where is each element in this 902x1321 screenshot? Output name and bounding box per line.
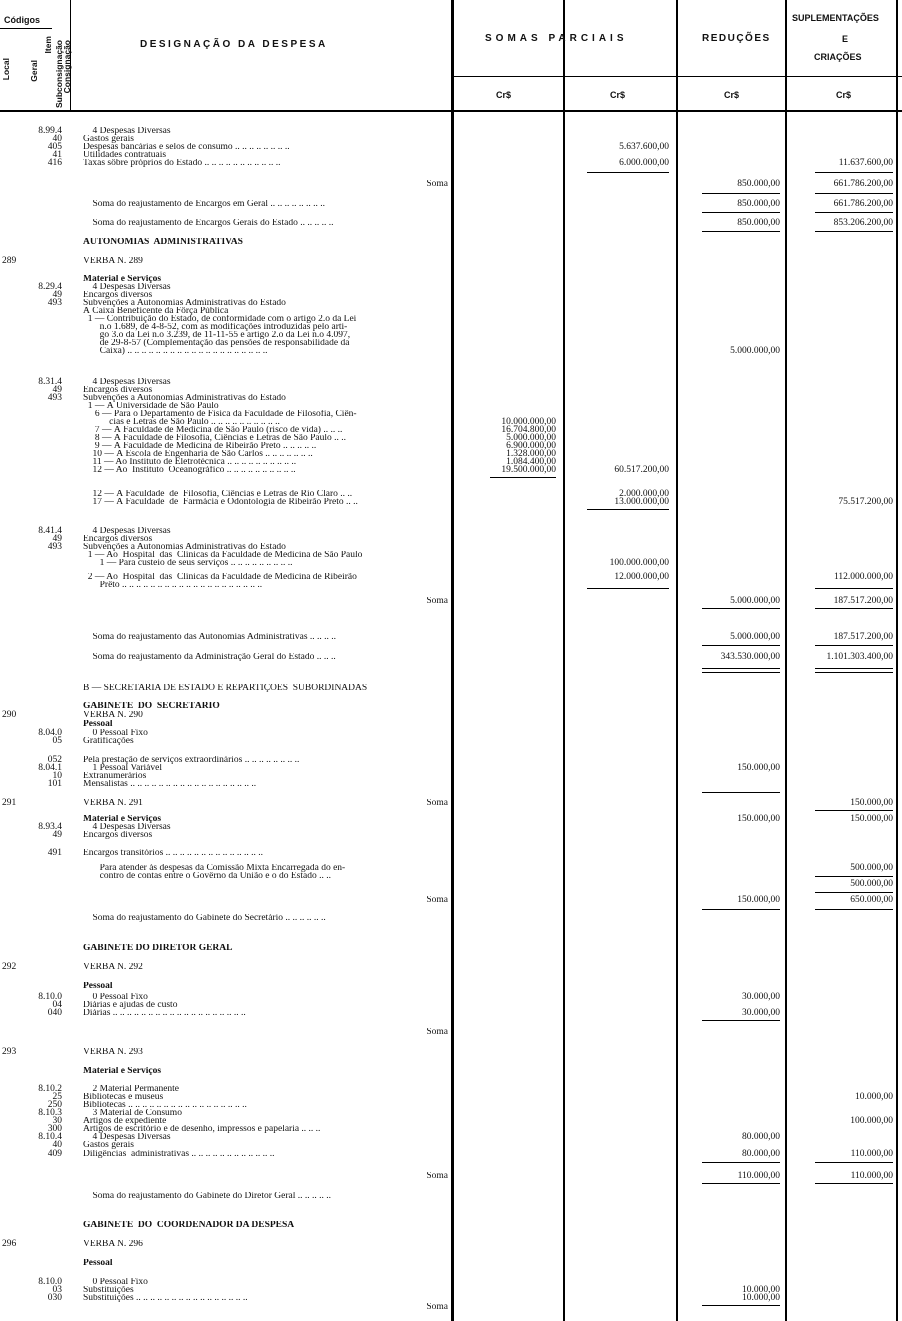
- row-description: 1 — Contribuição do Estado, de conformidade com o artigo 2.o da Lei: [83, 315, 357, 324]
- table-row: [0, 347, 902, 358]
- row-supplement: 500.000,00: [850, 863, 893, 873]
- header-subconsignacao: Subconsignação: [54, 40, 64, 109]
- row-partial-b: 2.000.000,00: [619, 489, 669, 499]
- row-description: Material e Serviços: [83, 1067, 162, 1076]
- sum-rule: [702, 1305, 780, 1306]
- sum-rule: [815, 231, 893, 232]
- sum-rule: [702, 1162, 780, 1163]
- row-code: 040: [47, 1008, 62, 1018]
- sum-rule: [702, 1020, 780, 1021]
- header-suplementacoes: SUPLEMENTAÇÕES: [792, 13, 879, 23]
- row-reduction: 30.000,00: [742, 1008, 780, 1018]
- total-rule: [815, 668, 893, 673]
- row-reduction: 343.530.000,00: [720, 652, 780, 662]
- table-row: [0, 849, 902, 860]
- table-row: [0, 180, 902, 191]
- sum-rule: [587, 509, 669, 510]
- row-description: 17 — À Faculdade de Farmácia e Odontologia de Ribeirão Preto .. ..: [83, 498, 358, 507]
- row-reduction: 850.000,00: [737, 179, 780, 189]
- row-reduction: 10.000,00: [742, 1285, 780, 1295]
- header-designacao: DESIGNAÇÃO DA DESPESA: [140, 39, 328, 50]
- row-description: 7 — À Faculdade de Medicina de São Paulo (risco de vida) .. .. ..: [83, 426, 343, 435]
- row-description: GABINETE DO SECRETÁRIO: [83, 702, 220, 711]
- sum-rule: [815, 1162, 893, 1163]
- row-description: VERBA N. 290: [83, 711, 143, 720]
- sum-rule: [815, 193, 893, 194]
- header-consignacao: Consignação: [62, 40, 72, 94]
- row-code: 8.31.4: [38, 377, 62, 387]
- row-description: Mensalistas .. .. .. .. .. .. .. .. .. .. .. .. .. .. .. .. .. ..: [83, 780, 257, 789]
- row-code: 8.99.4: [38, 126, 62, 136]
- row-description: 4 Despesas Diversas: [83, 1133, 171, 1142]
- row-description: 9 — À Faculdade de Medicina de Ribeirão Preto .. .. .. .. ..: [83, 442, 317, 451]
- header-rule-mid: [454, 76, 902, 77]
- row-partial-a: 6.900.000,00: [506, 441, 556, 451]
- row-description: Encargos diversos: [83, 831, 153, 840]
- row-code: 052: [47, 755, 62, 765]
- row-code: 8.10.0: [38, 992, 62, 1002]
- row-description: Subvenções a Autonomias Administrativas do Estado: [83, 299, 286, 308]
- row-description: VERBA N. 293: [83, 1048, 143, 1057]
- row-description: go 3.o da Lei n.o 3.239, de 11-11-55 e artigo 2.o da Lei n.o 4.097,: [83, 331, 351, 340]
- row-supplement: 187.517.200,00: [833, 596, 893, 606]
- row-partial-b: 13.000.000,00: [614, 497, 669, 507]
- row-verba-code: 293: [2, 1047, 17, 1057]
- row-code: 8.10.0: [38, 1277, 62, 1287]
- row-description: 4 Despesas Diversas: [83, 127, 171, 136]
- sum-rule: [490, 477, 556, 478]
- row-description: Encargos diversos: [83, 535, 153, 544]
- row-supplement: 112.000.000,00: [833, 572, 893, 582]
- row-partial-a: 19.500.000,00: [501, 465, 556, 475]
- table-row: [0, 1067, 902, 1078]
- row-description: 4 Despesas Diversas: [83, 378, 171, 387]
- row-reduction: 5.000.000,00: [730, 632, 780, 642]
- row-description: 12 — Ao Instituto Oceanográfico .. .. .. .. .. .. .. .. .. ..: [83, 466, 296, 475]
- row-description: VERBA N. 292: [83, 963, 143, 972]
- row-supplement: 1.101.303.400,00: [826, 652, 893, 662]
- row-description: VERBA N. 291: [83, 799, 143, 808]
- table-row: [0, 1048, 902, 1059]
- row-description: 8 — À Faculdade de Filosofia, Ciências e Letras de São Paulo .. ..: [83, 434, 347, 443]
- row-partial-b: 5.637.600,00: [619, 142, 669, 152]
- row-description: 2 — Ao Hospital das Clínicas da Faculdade de Medicina de Ribeirão: [83, 573, 357, 582]
- table-row: [0, 1009, 902, 1020]
- table-row: [0, 780, 902, 791]
- row-soma-label: Soma: [426, 799, 448, 808]
- table-row: [0, 559, 902, 570]
- row-reduction: 5.000.000,00: [730, 596, 780, 606]
- row-partial-a: 16.704.800,00: [501, 425, 556, 435]
- row-partial-b: 60.517.200,00: [614, 465, 669, 475]
- row-description: 1 — À Universidade de São Paulo: [83, 402, 219, 411]
- row-description: Prêto .. .. .. .. .. .. .. .. .. .. .. .. .. .. .. .. .. .. .. ..: [83, 581, 263, 590]
- row-code: 49: [52, 830, 62, 840]
- row-description: 0 Pessoal Fixo: [83, 993, 148, 1002]
- table-row: [0, 581, 902, 592]
- table-row: [0, 1192, 902, 1203]
- row-description: Pela prestação de serviços extraordinários .. .. .. .. .. .. .. ..: [83, 756, 300, 765]
- row-supplement: 187.517.200,00: [833, 632, 893, 642]
- row-description: Encargos diversos: [83, 291, 153, 300]
- table-row: [0, 633, 902, 644]
- sum-rule: [815, 212, 893, 213]
- table-row: [0, 1221, 902, 1232]
- row-description: Subvenções a Autonomias Administrativas do Estado: [83, 543, 286, 552]
- row-description: Soma: [426, 1172, 448, 1181]
- header-reducoes: REDUÇÕES: [702, 33, 771, 44]
- sum-rule: [815, 892, 893, 893]
- row-description: de 29-8-57 (Complementação das pensões de responsabilidade da: [83, 339, 350, 348]
- table-row: [0, 831, 902, 842]
- row-code: 03: [52, 1285, 62, 1295]
- row-description: Pessoal: [83, 1259, 113, 1268]
- table-row: [0, 257, 902, 268]
- row-description: Material e Serviços: [83, 815, 162, 824]
- sum-rule: [815, 876, 893, 877]
- table-row: [0, 1028, 902, 1039]
- row-description: Soma do reajustamento da Administração Geral do Estado .. .. ..: [83, 653, 336, 662]
- header-currency-2: Cr$: [610, 90, 626, 100]
- row-description: 4 Despesas Diversas: [83, 823, 171, 832]
- row-description: n.o 1.689, de 4-8-52, com as modificações introduzidas pelo arti-: [83, 323, 348, 332]
- row-description: 0 Pessoal Fixo: [83, 729, 148, 738]
- row-partial-a: 5.000.000,00: [506, 433, 556, 443]
- row-supplement: 11.637.600,00: [838, 158, 893, 168]
- row-description: Soma do reajustamento do Gabinete do Secretário .. .. .. .. .. ..: [83, 914, 326, 923]
- row-description: Pessoal: [83, 720, 113, 729]
- header-currency-1: Cr$: [496, 90, 512, 100]
- row-description: Soma: [426, 1028, 448, 1037]
- row-description: Despesas bancárias e selos de consumo .. .. .. .. .. .. .. ..: [83, 143, 290, 152]
- sum-rule: [702, 1183, 780, 1184]
- row-description: Soma: [426, 597, 448, 606]
- table-row: [0, 1259, 902, 1270]
- row-code: 40: [52, 1140, 62, 1150]
- table-row: [0, 159, 902, 170]
- row-reduction: 10.000,00: [742, 1293, 780, 1303]
- row-description: Soma do reajustamento de Encargos em Geral .. .. .. .. .. .. .. ..: [83, 200, 326, 209]
- row-description: 1 — Ao Hospital das Clínicas da Faculdade de Medicina de São Paulo: [83, 551, 363, 560]
- row-description: Soma: [426, 896, 448, 905]
- row-description: Subvenções a Autonomias Administrativas do Estado: [83, 394, 286, 403]
- row-description: Bibliotecas .. .. .. .. .. .. .. .. .. .. .. .. .. .. .. .. ..: [83, 1101, 247, 1110]
- row-verba-code: 292: [2, 962, 17, 972]
- row-supplement: 661.786.200,00: [833, 199, 893, 209]
- row-code: 101: [47, 779, 62, 789]
- row-code: 8.04.0: [38, 728, 62, 738]
- row-reduction: 850.000,00: [737, 218, 780, 228]
- table-row: [0, 944, 902, 955]
- row-description: 3 Material de Consumo: [83, 1109, 182, 1118]
- row-supplement: 500.000,00: [850, 879, 893, 889]
- row-description: À Caixa Beneficente da Fôrça Pública: [83, 307, 229, 316]
- row-description: 1 — Para custeio de seus serviços .. .. .. .. .. .. .. .. ..: [83, 559, 293, 568]
- row-verba-code: 291: [2, 798, 17, 808]
- row-code: 10: [52, 771, 62, 781]
- sum-rule: [702, 212, 780, 213]
- row-description: Para atender às despesas da Comissão Mixta Encarregada do en-: [83, 864, 346, 873]
- row-verba-code: 296: [2, 1239, 17, 1249]
- row-description: Diárias e ajudas de custo: [83, 1001, 178, 1010]
- row-description: Utilidades contratuais: [83, 151, 167, 160]
- row-description: Gratificações: [83, 737, 134, 746]
- row-partial-a: 1.328.000,00: [506, 449, 556, 459]
- row-description: Soma: [426, 180, 448, 189]
- row-description: GABINETE DO DIRETOR GERAL: [83, 944, 233, 953]
- table-row: [0, 597, 902, 608]
- row-description: VERBA N. 296: [83, 1240, 143, 1249]
- header-currency-4: Cr$: [836, 90, 852, 100]
- row-code: 250: [47, 1100, 62, 1110]
- row-partial-b: 100.000.000,00: [609, 558, 669, 568]
- row-partial-b: 12.000.000,00: [614, 572, 669, 582]
- row-supplement: 853.206.200,00: [833, 218, 893, 228]
- row-description: 1 Pessoal Variável: [83, 764, 162, 773]
- row-reduction: 150.000,00: [737, 895, 780, 905]
- sum-rule: [587, 172, 669, 173]
- row-supplement: 150.000,00: [850, 798, 893, 808]
- table-row: [0, 896, 902, 907]
- row-description: GABINETE DO COORDENADOR DA DESPESA: [83, 1221, 295, 1230]
- header-geral: Geral: [29, 60, 39, 82]
- row-code: 405: [47, 142, 62, 152]
- row-supplement: 100.000,00: [850, 1116, 893, 1126]
- row-code: 49: [52, 534, 62, 544]
- table-row: [0, 238, 902, 249]
- row-supplement: 110.000,00: [850, 1149, 893, 1159]
- row-code: 030: [47, 1293, 62, 1303]
- row-description: Gastos gerais: [83, 1141, 134, 1150]
- table-row: [0, 653, 902, 664]
- row-code: 40: [52, 134, 62, 144]
- sum-rule: [702, 608, 780, 609]
- row-description: 4 Despesas Diversas: [83, 527, 171, 536]
- row-supplement: 10.000,00: [855, 1092, 893, 1102]
- table-row: [0, 1240, 902, 1251]
- row-description: Pessoal: [83, 982, 113, 991]
- row-description: Soma do reajustamento de Encargos Gerais do Estado .. .. .. .. ..: [83, 219, 334, 228]
- row-description: Gastos gerais: [83, 135, 134, 144]
- table-row: [0, 737, 902, 748]
- row-description: Soma do reajustamento das Autonomias Administrativas .. .. .. ..: [83, 633, 337, 642]
- row-reduction: 150.000,00: [737, 814, 780, 824]
- header-currency-3: Cr$: [724, 90, 740, 100]
- header-rule: [0, 110, 902, 112]
- row-partial-a: 1.084.400,00: [506, 457, 556, 467]
- row-supplement: 150.000,00: [850, 814, 893, 824]
- sum-rule: [702, 792, 780, 793]
- row-description: Taxas sôbre próprios do Estado .. .. .. .. .. .. .. .. .. .. ..: [83, 159, 281, 168]
- sum-rule: [815, 645, 893, 646]
- table-row: [0, 914, 902, 925]
- row-code: 491: [47, 848, 62, 858]
- row-description: Soma do reajustamento do Gabinete do Diretor Geral .. .. .. .. ..: [83, 1192, 331, 1201]
- sum-rule: [815, 909, 893, 910]
- header-item: Item: [43, 36, 53, 54]
- row-code: 49: [52, 290, 62, 300]
- row-reduction: 150.000,00: [737, 763, 780, 773]
- sum-rule: [815, 810, 893, 811]
- row-reduction: 850.000,00: [737, 199, 780, 209]
- header-local: Local: [1, 58, 11, 81]
- header-criacoes: CRIAÇÕES: [814, 52, 862, 62]
- row-description: 6 — Para o Departamento de Física da Faculdade de Filosofia, Ciên-: [83, 410, 357, 419]
- row-reduction: 80.000,00: [742, 1149, 780, 1159]
- row-code: 409: [47, 1149, 62, 1159]
- row-code: 300: [47, 1124, 62, 1134]
- sum-rule: [702, 909, 780, 910]
- header-somas-parciais: SOMAS PARCIAIS: [485, 33, 628, 44]
- row-code: 493: [47, 298, 62, 308]
- row-description: Diárias .. .. .. .. .. .. .. .. .. .. .. .. .. .. .. .. .. .. ..: [83, 1009, 246, 1018]
- total-rule: [702, 668, 780, 673]
- table-row: [0, 498, 902, 509]
- table-row: [0, 963, 902, 974]
- row-partial-a: 10.000.000,00: [501, 417, 556, 427]
- row-code: 8.41.4: [38, 526, 62, 536]
- sum-rule: [587, 588, 669, 589]
- table-row: [0, 1150, 902, 1161]
- row-description: 0 Pessoal Fixo: [83, 1278, 148, 1287]
- row-partial-b: 6.000.000,00: [619, 158, 669, 168]
- row-description: Encargos diversos: [83, 386, 153, 395]
- table-row: [0, 799, 902, 810]
- codigos-rule: [0, 28, 52, 29]
- sum-rule: [702, 645, 780, 646]
- row-description: contro de contas entre o Govêrno da União e o do Estado .. ..: [83, 872, 331, 881]
- row-reduction: 30.000,00: [742, 992, 780, 1002]
- row-supplement: 75.517.200,00: [838, 497, 893, 507]
- row-code: 416: [47, 158, 62, 168]
- row-code: 49: [52, 385, 62, 395]
- sum-rule: [815, 588, 893, 589]
- row-code: 493: [47, 542, 62, 552]
- row-reduction: 110.000,00: [737, 1171, 780, 1181]
- table-row: [0, 466, 902, 477]
- sum-rule: [815, 608, 893, 609]
- table-row: [0, 880, 902, 891]
- row-description: Substituições .. .. .. .. .. .. .. .. .. .. .. .. .. .. .. ..: [83, 1294, 248, 1303]
- row-reduction: 80.000,00: [742, 1132, 780, 1142]
- header-codigos: Códigos: [4, 15, 40, 25]
- row-description: cias e Letras de São Paulo .. .. .. .. .. .. .. .. .. ..: [83, 418, 280, 427]
- row-description: 11 — Ao Instituto de Eletrotécnica .. .. .. .. .. .. .. .. .. ..: [83, 458, 297, 467]
- row-description: Material e Serviços: [83, 275, 162, 284]
- table-row: [0, 1172, 902, 1183]
- row-description: Caixa) .. .. .. .. .. .. .. .. .. .. .. .. .. .. .. .. .. .. .. ..: [83, 347, 268, 356]
- row-code: 30: [52, 1116, 62, 1126]
- row-description: 4 Despesas Diversas: [83, 283, 171, 292]
- row-supplement: 650.000,00: [850, 895, 893, 905]
- row-description: Bibliotecas e museus: [83, 1093, 164, 1102]
- row-code: 25: [52, 1092, 62, 1102]
- row-reduction: 5.000.000,00: [730, 346, 780, 356]
- row-description: Artigos de expediente: [83, 1117, 167, 1126]
- row-code: 04: [52, 1000, 62, 1010]
- row-description: Diligências administrativas .. .. .. .. .. .. .. .. .. .. .. ..: [83, 1150, 275, 1159]
- row-description: 10 — À Escola de Engenharia de São Carlos .. .. .. .. .. .. ..: [83, 450, 313, 459]
- row-code: 493: [47, 393, 62, 403]
- sum-rule: [702, 231, 780, 232]
- row-description: VERBA N. 289: [83, 257, 143, 266]
- row-description: AUTONOMIAS ADMINISTRATIVAS: [83, 238, 243, 247]
- row-description: Encargos transitórios .. .. .. .. .. .. .. .. .. .. .. .. .. ..: [83, 849, 264, 858]
- row-code: 8.10.2: [38, 1084, 62, 1094]
- table-row: [0, 219, 902, 230]
- row-supplement: 110.000,00: [850, 1171, 893, 1181]
- row-code: 8.29.4: [38, 282, 62, 292]
- header-e: E: [842, 34, 849, 44]
- row-code: 05: [52, 736, 62, 746]
- row-description: Extranumerários: [83, 772, 147, 781]
- row-verba-code: 290: [2, 710, 17, 720]
- row-description: Substituições: [83, 1286, 134, 1295]
- row-code: 8.04.1: [38, 763, 62, 773]
- row-description: 12 — À Faculdade de Filosofia, Ciências e Letras de Rio Claro .. ..: [83, 490, 353, 499]
- row-code: 41: [52, 150, 62, 160]
- row-description: Artigos de escritório e de desenho, impressos e papelaria .. .. ..: [83, 1125, 321, 1134]
- row-code: 8.10.3: [38, 1108, 62, 1118]
- sum-rule: [815, 172, 893, 173]
- row-description: B — SECRETARIA DE ESTADO E REPARTIÇÕES SUBORDINADAS: [83, 684, 368, 693]
- row-description: 2 Material Permanente: [83, 1085, 180, 1094]
- row-code: 8.10.4: [38, 1132, 62, 1142]
- sum-rule: [702, 193, 780, 194]
- row-description: Soma: [426, 1303, 448, 1312]
- row-code: 8.93.4: [38, 822, 62, 832]
- table-row: [0, 200, 902, 211]
- row-supplement: 661.786.200,00: [833, 179, 893, 189]
- table-row: [0, 684, 902, 695]
- row-verba-code: 289: [2, 256, 17, 266]
- sum-rule: [815, 1183, 893, 1184]
